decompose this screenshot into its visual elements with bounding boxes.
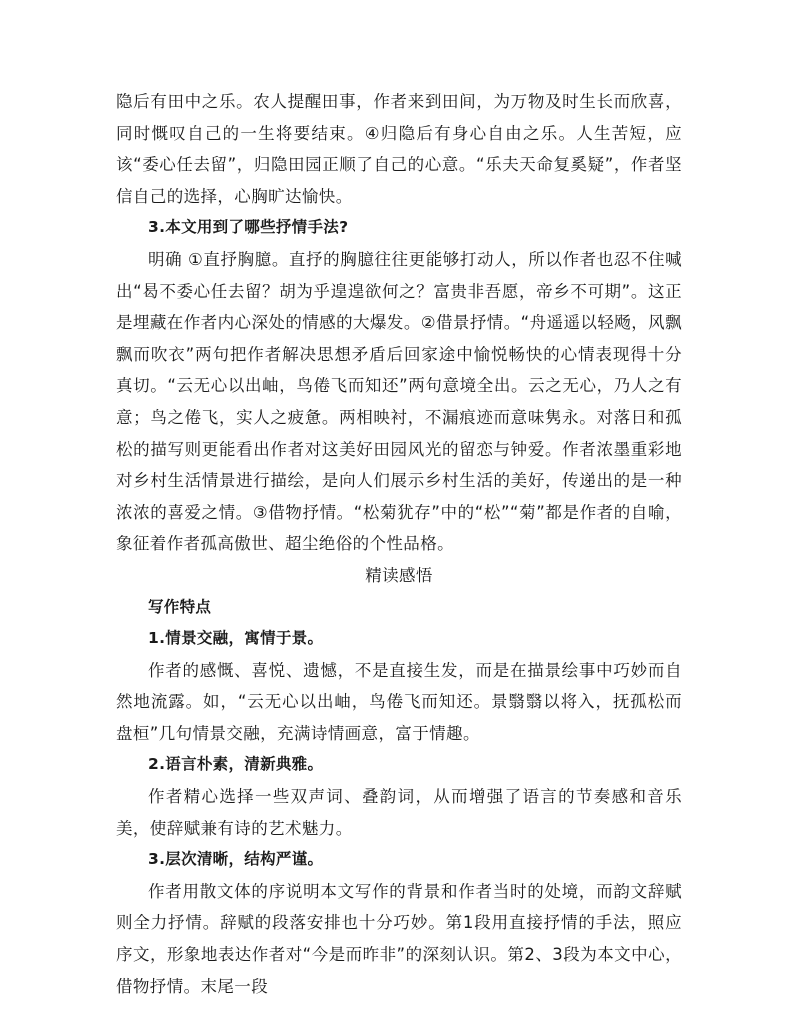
- feature-1-heading: 1.情景交融，寓情于景。: [148, 629, 324, 648]
- document-page: [116, 86, 682, 1002]
- feature-1-text: 作者的感慨、喜悦、遗憾，不是直接生发，而是在描景绘事中巧妙而自然地流露。如，“云无心以出岫，鸟倦飞而知还。景翳翳以将入，抚孤松而盘桓”几句情景交融，充满诗情画意，富于情趣。: [116, 660, 682, 743]
- feature-2-text: 作者精心选择一些双声词、叠韵词，从而增强了语言的节奏感和音乐美，使辞赋兼有诗的艺术魅力。: [116, 787, 682, 838]
- answer-paragraph: 明确 ①直抒胸臆。直抒的胸臆往往更能够打动人，所以作者也忍不住喊出“曷不委心任去留？胡为乎遑遑欲何之？富贵非吾愿，帝乡不可期”。这正是埋藏在作者内心深处的情感的大爆发。②借景抒情。“舟遥遥以轻飏，风飘飘而吹衣”两句把作者解决思想矛盾后回家途中愉悦畅快的心情表现得十分真切。“云无心以出岫，鸟倦飞而知还”两句意境全出。云之无心，乃人之有意；鸟之倦飞，实人之疲惫。两相映衬，不漏痕迹而意味隽永。对落日和孤松的描写则更能看出作者对这美好田园风光的留恋与钟爱。作者浓墨重彩地对乡村生活情景进行描绘，是向人们展示乡村生活的美好，传递出的是一种浓浓的喜爱之情。③借物抒情。“松菊犹存”中的“松”“菊”都是作者的自喻，象征着作者孤高傲世、超尘绝俗的个性品格。: [116, 249, 682, 554]
- question-3-heading: 3.本文用到了哪些抒情手法?: [148, 218, 349, 237]
- feature-3-text: 作者用散文体的序说明本文写作的背景和作者当时的处境，而韵文辞赋则全力抒情。辞赋的段落安排也十分巧妙。第1段用直接抒情的手法，照应序文，形象地表达作者对“今是而昨非”的深刻认识。第2、3段为本文中心，借物抒情。末尾一段: [116, 881, 682, 996]
- feature-2-heading: 2.语言朴素，清新典雅。: [148, 755, 324, 774]
- feature-3-heading: 3.层次清晰，结构严谨。: [148, 850, 324, 869]
- section-title: 精读感悟: [365, 565, 433, 585]
- paragraph-intro: 隐后有田中之乐。农人提醒田事，作者来到田间，为万物及时生长而欣喜，同时慨叹自己的一生将要结束。④归隐后有身心自由之乐。人生苦短，应该“委心任去留”，归隐田园正顺了自己的心意。“乐夫天命复奚疑”，作者坚信自己的选择，心胸旷达愉快。: [116, 92, 682, 206]
- writing-features-heading: 写作特点: [148, 597, 212, 616]
